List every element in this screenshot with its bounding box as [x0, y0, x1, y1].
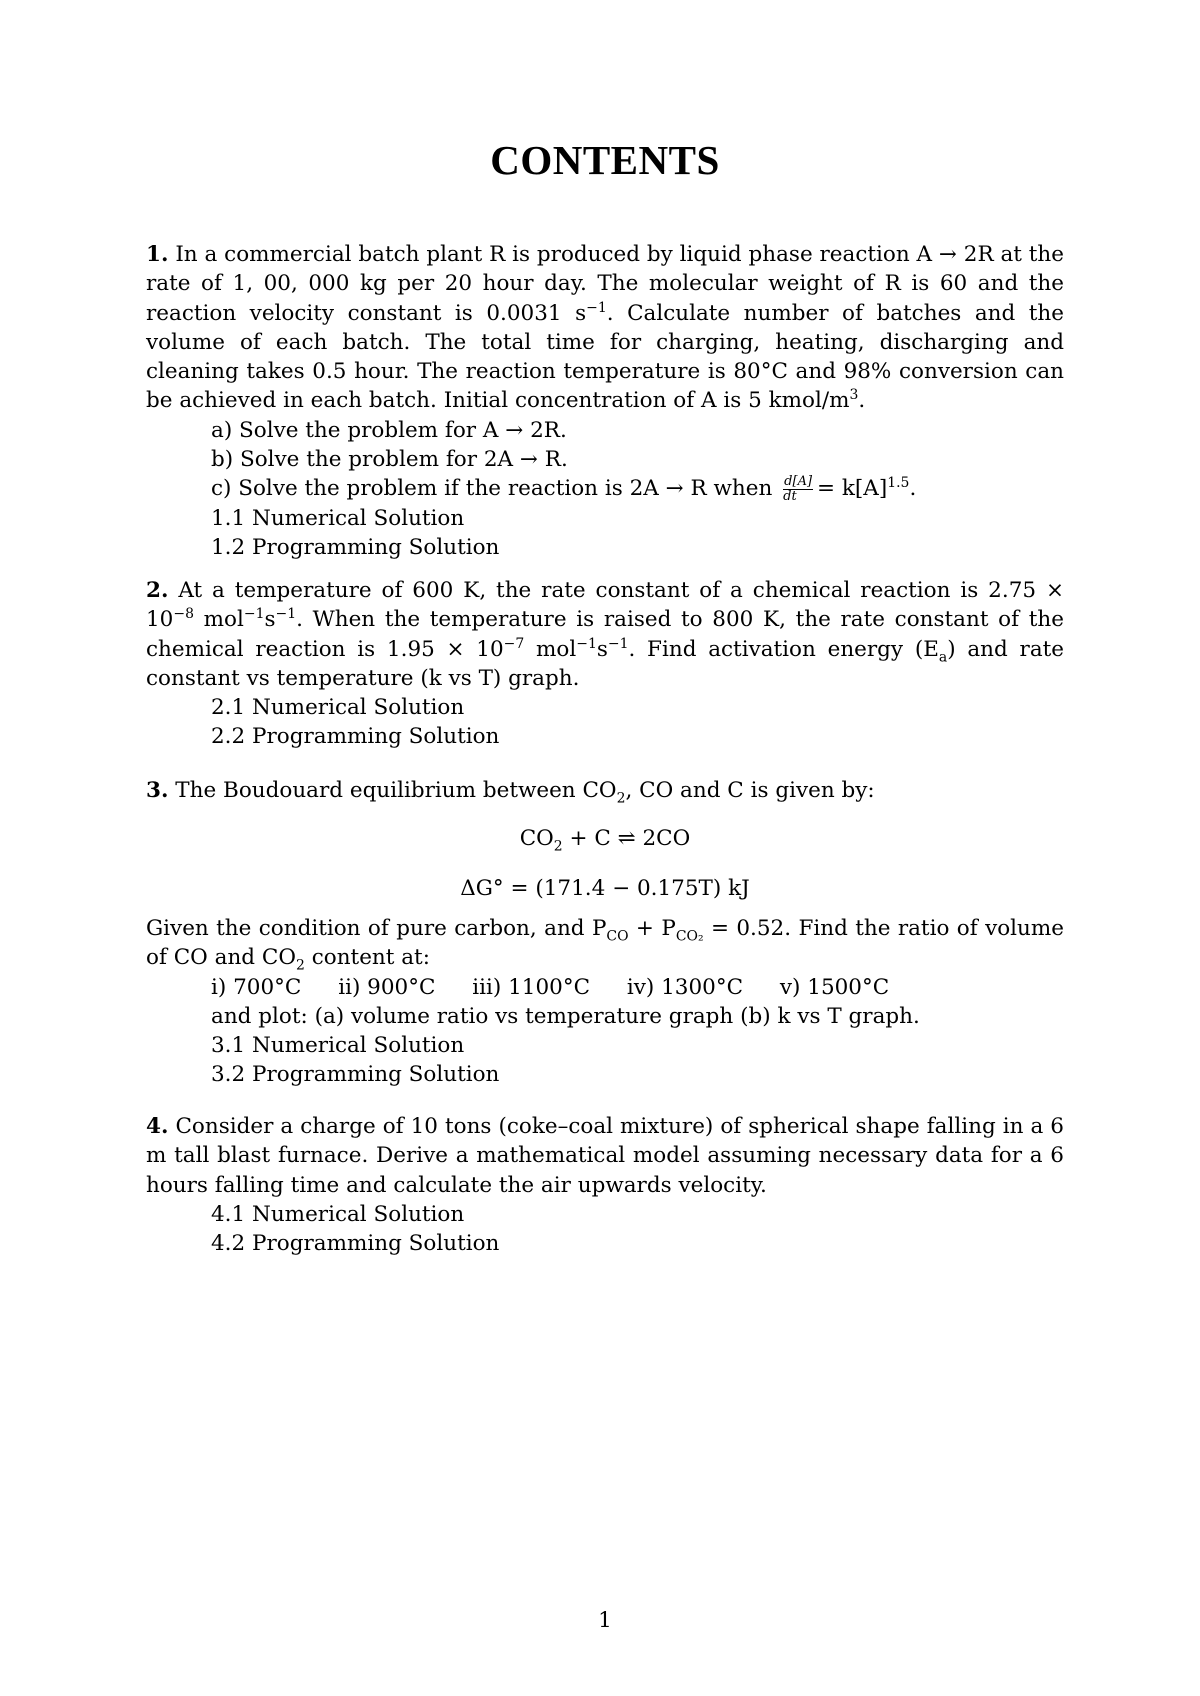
- option-item: iii) 1100°C: [472, 974, 591, 1000]
- frac-numerator: d[A]: [784, 473, 813, 489]
- exponent: −1: [607, 635, 629, 652]
- option-item: iv) 1300°C: [626, 974, 744, 1000]
- temperature-options: [146, 973, 1064, 1002]
- question-text: ) and rate constant vs temperature (k vs T) graph.: [146, 636, 1065, 691]
- equation-reaction: [146, 824, 1064, 853]
- subscript: CO₂: [675, 928, 704, 945]
- subpart-b: b) Solve the problem for 2A → R.: [211, 447, 568, 473]
- section-link-programming[interactable]: 3.2 Programming Solution: [211, 1062, 500, 1088]
- section-link-numerical[interactable]: 4.1 Numerical Solution: [211, 1201, 465, 1227]
- subpart-c: [146, 474, 1064, 504]
- equation-text: + C ⇌ 2CO: [562, 826, 691, 851]
- derivative-fraction: [783, 475, 813, 504]
- option-item: i) 700°C: [211, 974, 302, 1000]
- question-text: , CO and C is given by:: [625, 778, 875, 803]
- question-text: . Calculate number of batches and the volume of each batch. The total time for charging, heating, discharging and cleaning takes 0.5 hour. The reaction temperature is 80°C and 98% conversion can be achieved in each batch. Initial concentration of A is 5 kmol/m: [146, 300, 1064, 414]
- subpart-text: .: [909, 476, 917, 502]
- section-link-numerical[interactable]: 2.1 Numerical Solution: [211, 695, 465, 721]
- question-text: . When the temperature is raised to 800 K, the rate constant of the chemical reaction is 1.95 × 10: [146, 607, 1064, 662]
- question-text: Consider a charge of 10 tons (coke–coal mixture) of spherical shape falling in a 6 m tall blast furnace. Derive a mathematical model assuming necessary data for a 6 hours falling time and calculate the air upwards velocity.: [146, 1114, 1064, 1198]
- plot-instruction: and plot: (a) volume ratio vs temperature graph (b) k vs T graph.: [211, 1003, 920, 1029]
- equation-gibbs: ΔG° = (171.4 − 0.175T) kJ: [460, 876, 750, 901]
- section-link-numerical[interactable]: 1.1 Numerical Solution: [211, 505, 465, 531]
- question-number: 4.: [146, 1114, 169, 1139]
- section-link-programming[interactable]: 2.2 Programming Solution: [211, 724, 500, 750]
- question-text: s: [596, 636, 608, 662]
- question-text: = 0.52. Find the ratio of volume of CO and CO: [146, 916, 1064, 971]
- subscript: 2: [553, 838, 563, 855]
- page-title: CONTENTS: [490, 137, 720, 183]
- question-text: mol: [193, 607, 244, 633]
- section-link-programming[interactable]: 4.2 Programming Solution: [211, 1231, 500, 1257]
- exponent: −1: [275, 606, 297, 623]
- exponent: −1: [586, 299, 607, 316]
- question-text: In a commercial batch plant R is produced by liquid phase reaction A → 2R at the rate of 1, 00, 000 kg per 20 hour day. The molecular weight of R is 60 and the reaction velocity constant is 0.0031 s: [146, 242, 1064, 326]
- question-text: + P: [628, 916, 676, 941]
- frac-denominator: dt: [783, 488, 797, 504]
- question-text: Given the condition of pure carbon, and P: [146, 916, 607, 941]
- question-text: .: [858, 388, 866, 414]
- exponent: −8: [173, 606, 194, 623]
- question-1: [146, 240, 1064, 562]
- section-link-numerical[interactable]: 3.1 Numerical Solution: [211, 1033, 465, 1059]
- question-text: content at:: [304, 945, 430, 971]
- exponent: −7: [503, 635, 525, 652]
- subscript: 2: [296, 957, 305, 974]
- question-text: . Find activation energy (E: [628, 636, 939, 662]
- page-number: 1: [598, 1608, 612, 1633]
- exponent: −1: [243, 606, 265, 623]
- question-3-intro: [146, 776, 1064, 805]
- question-4: [146, 1112, 1064, 1258]
- question-2: [146, 576, 1064, 752]
- subscript: 2: [616, 790, 626, 807]
- subpart-a: a) Solve the problem for A → 2R.: [211, 417, 567, 443]
- question-3-body: [146, 914, 1064, 1090]
- subpart-text: c) Solve the problem if the reaction is 2A → R when: [211, 476, 773, 502]
- section-link-programming[interactable]: 1.2 Programming Solution: [211, 535, 500, 561]
- exponent: −1: [576, 635, 597, 652]
- subpart-text: = k[A]: [817, 476, 888, 502]
- question-number: 3.: [146, 778, 169, 803]
- question-text: The Boudouard equilibrium between CO: [175, 778, 617, 803]
- exponent: 3: [849, 387, 859, 404]
- question-number: 1.: [146, 242, 169, 267]
- question-text: At a temperature of 600 K, the rate constant of a chemical reaction is 2.75 × 10: [146, 578, 1064, 633]
- question-text: s: [264, 607, 276, 633]
- equation-text: CO: [519, 826, 554, 851]
- subscript: CO: [606, 928, 629, 945]
- option-item: v) 1500°C: [779, 974, 890, 1000]
- question-text: mol: [524, 636, 577, 662]
- subscript: a: [938, 648, 948, 665]
- option-item: ii) 900°C: [338, 974, 436, 1000]
- exponent: 1.5: [887, 475, 910, 492]
- question-number: 2.: [146, 578, 169, 603]
